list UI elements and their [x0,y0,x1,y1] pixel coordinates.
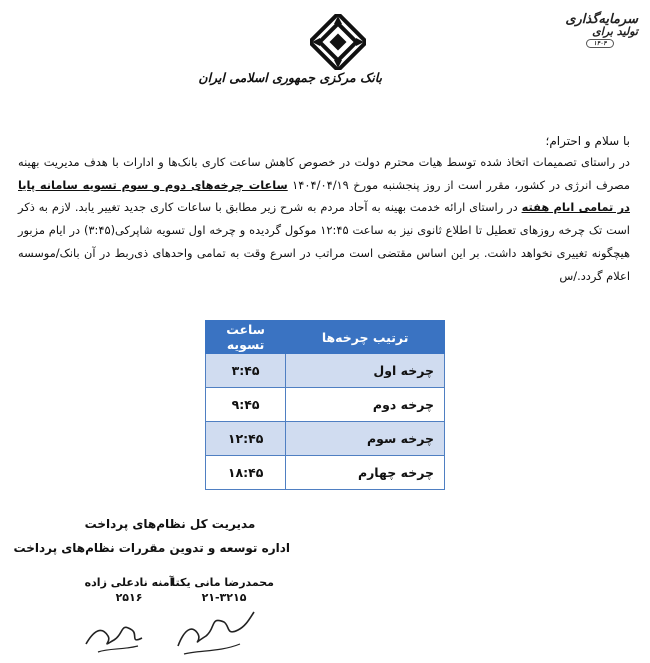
cycle-cell: چرخه چهارم [286,456,445,490]
signature-scribble-2b [184,644,240,654]
bank-emblem-icon [310,14,366,70]
paragraph-highlight: ساعات چرخه‌های دوم و سوم تسویه سامانه پایا در تمامی ایام هفته [18,177,630,215]
table-header-row [206,321,445,354]
signature-scribble-2 [178,612,254,646]
slogan-stamp: ۱۴۰۴ [586,39,614,48]
table-row [206,388,445,422]
bank-name: بانک مرکزی جمهوری اسلامی ایران [198,70,382,85]
signer-2-code: ۲۵۱۶ [115,591,143,604]
paragraph-part-1: در راستای تصمیمات اتخاذ شده توسط هیات محترم دولت در خصوص کاهش ساعت کاری بانک‌ها و ادارات با هدف مدیریت بهینه مصرف انرژی در کشور، مقرر است از روز پنجشنبه مورخ ۱۴۰۴/۰۴/۱۹ [18,155,631,192]
signature-block [13,517,290,555]
column-header-time: ساعت تسویه [206,321,286,354]
settlement-schedule-table [205,320,445,490]
letter-paragraph [18,151,630,287]
greeting: با سلام و احترام؛ [545,134,630,148]
handwritten-signatures [80,600,260,660]
department-office: اداره توسعه و تدوین مقررات نظام‌های پرداخت [13,541,290,555]
column-header-cycle: ترتیب چرخه‌ها [286,321,445,354]
signature-scribble-1 [86,627,142,644]
signer-1-code: ۲۱-۳۲۱۵ [201,591,247,604]
cycle-cell: چرخه دوم [286,388,445,422]
table-row [206,354,445,388]
time-cell: ۳:۴۵ [206,354,286,388]
cycle-cell: چرخه سوم [286,422,445,456]
paragraph-part-2: در راستای ارائه خدمت بهینه به آحاد مردم به شرح زیر مطابق با ساعات کاری جدید تغییر یابد. لازم به ذکر است تک چرخه روزهای تعطیل تا اطلاع ثانوی نیز به ساعت ۱۲:۴۵ موکول گردیده و چرخه اول تسویه شاپرکی(۳:۴۵) در ایام مزبور هیچگونه تغییری نخواهد داشت. بر این اساس مقتضی است مراتب در اسرع وقت به تمامی واحدهای ذی‌ربط در آن بانک/موسسه اعلام گردد./س [18,200,630,283]
table-row [206,456,445,490]
slogan-line-1: سرمایه‌گذاری [565,12,638,27]
table-row [206,422,445,456]
year-slogan [548,12,638,72]
time-cell: ۱۸:۴۵ [206,456,286,490]
slogan-line-2: تولید برای [592,25,638,38]
signer-2-name: آمنه نادعلی زاده [84,576,174,589]
signer-1-name: محمدرضا مانی یکتا [171,576,274,589]
time-cell: ۱۲:۴۵ [206,422,286,456]
cycle-cell: چرخه اول [286,354,445,388]
signature-scribble-1b [98,646,138,652]
department-general: مدیریت کل نظام‌های پرداخت [84,517,256,531]
time-cell: ۹:۴۵ [206,388,286,422]
